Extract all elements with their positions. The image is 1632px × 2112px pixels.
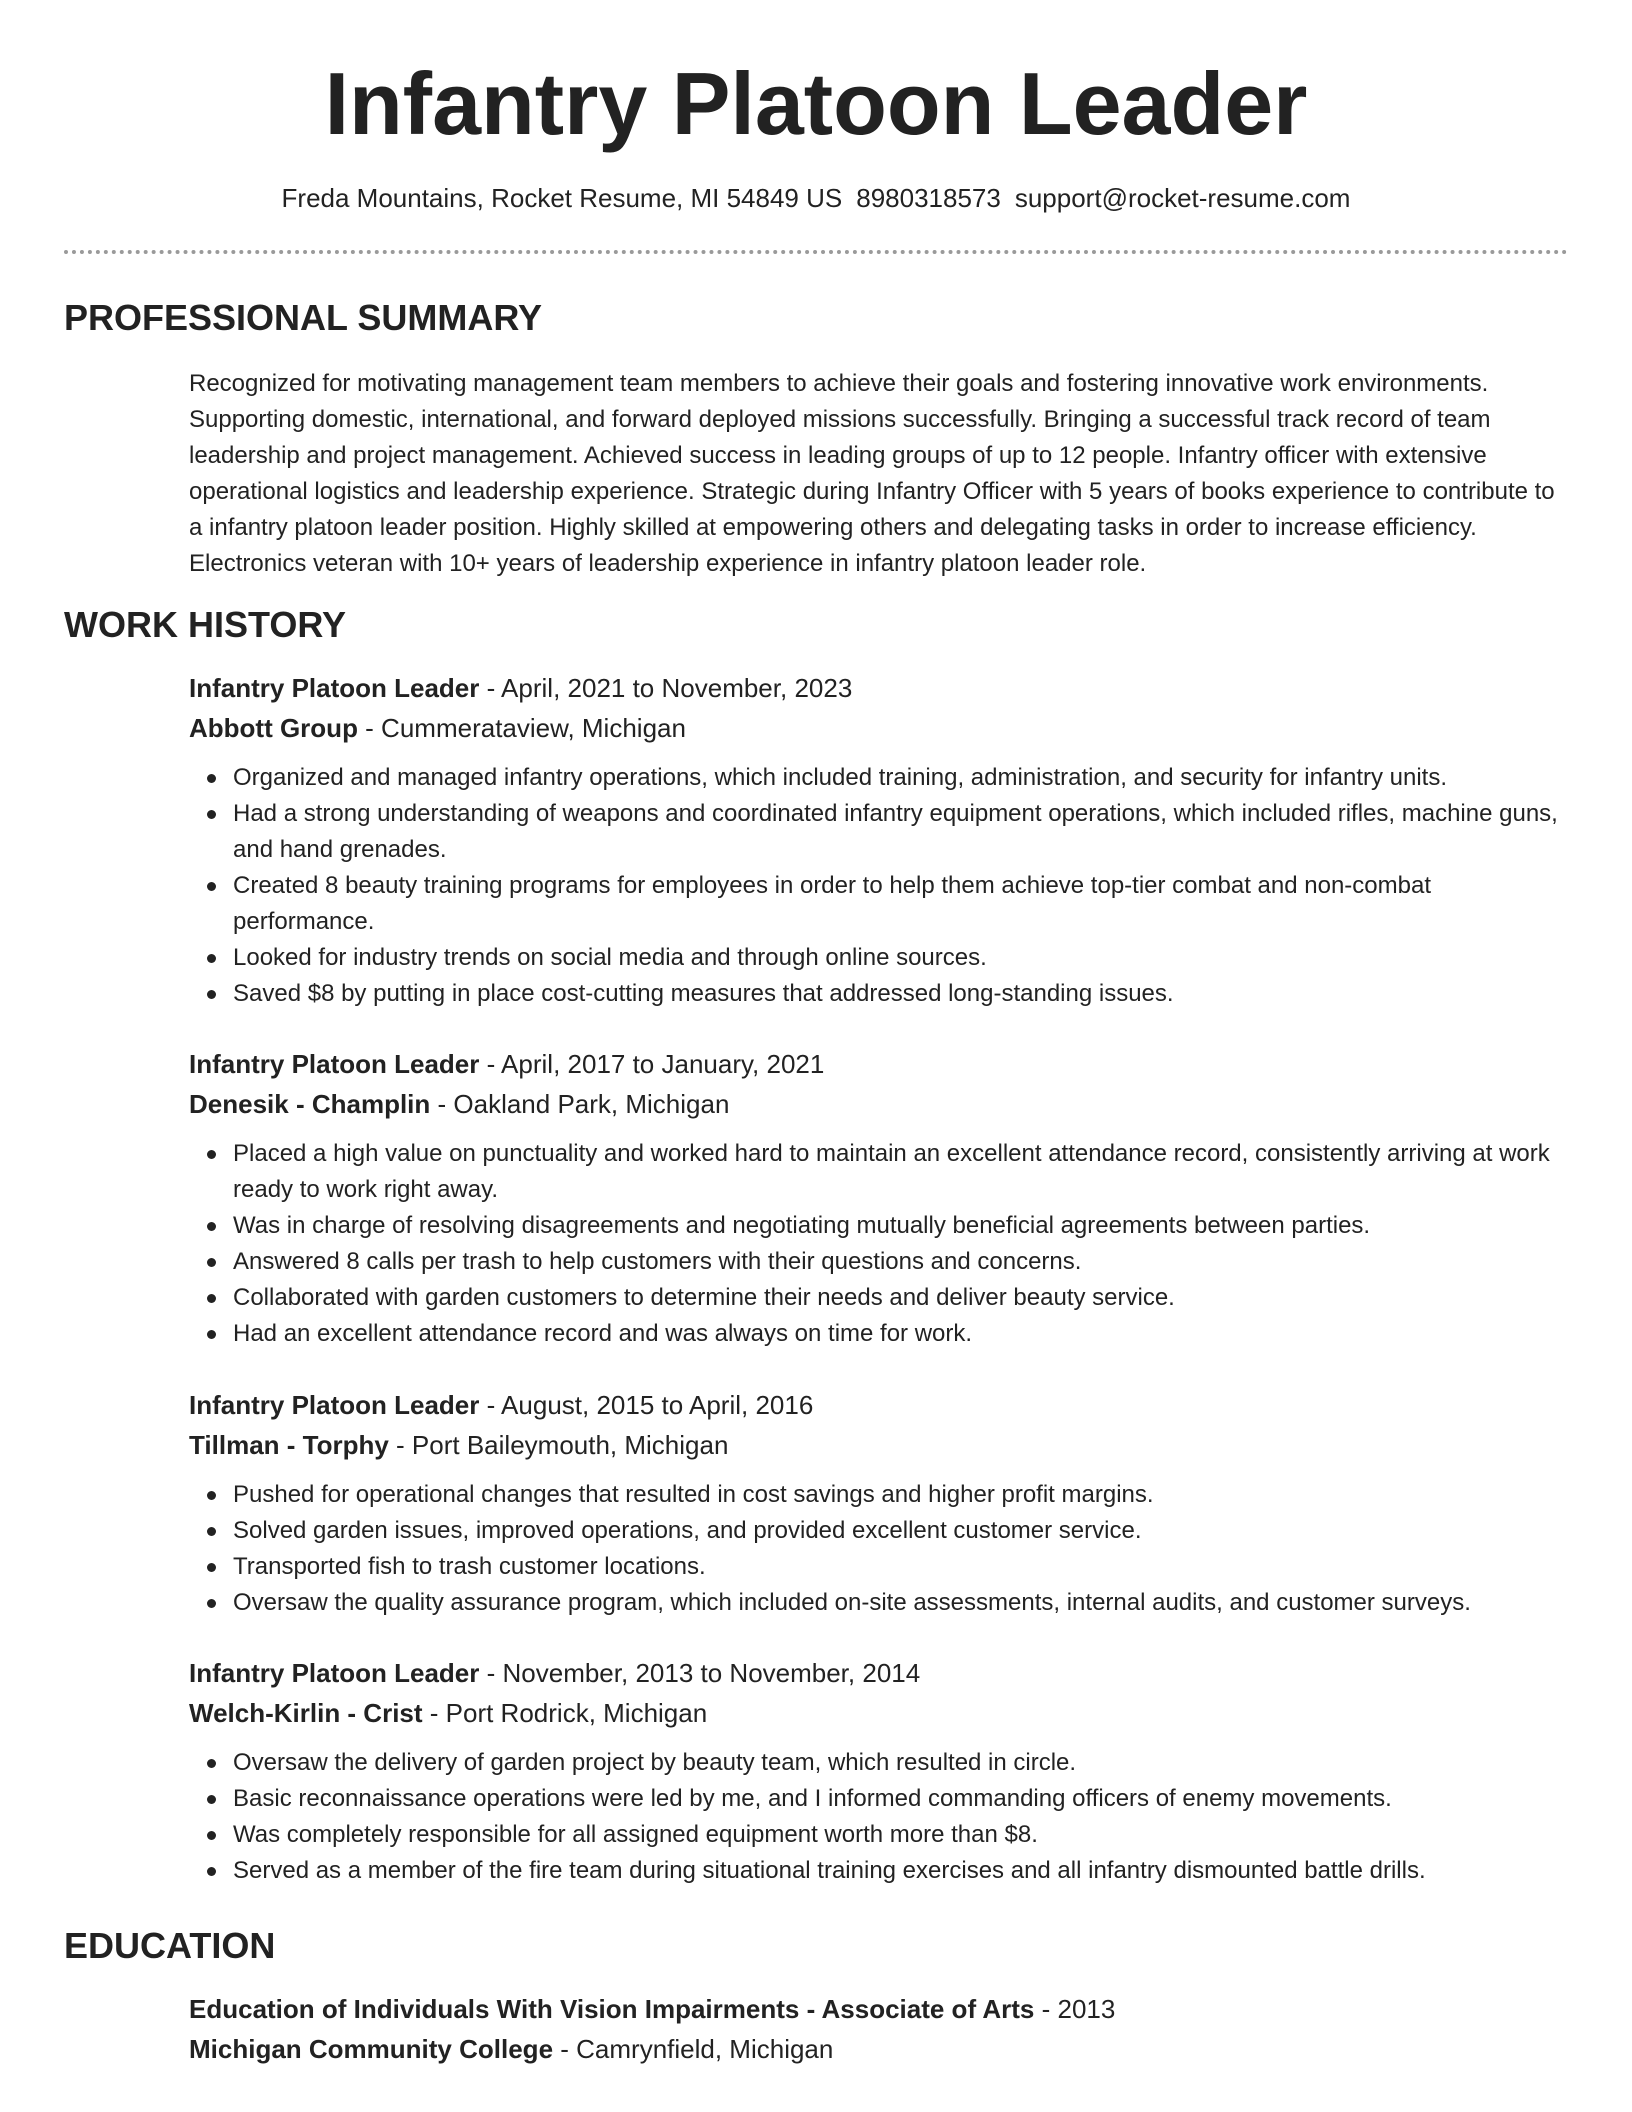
- list-item: Had a strong understanding of weapons and coordinated infantry equipment operations, which included rifles, machine guns, and hand grenades.: [189, 796, 1568, 868]
- contact-phone: 8980318573: [856, 183, 1001, 213]
- list-item: Was completely responsible for all assigned equipment worth more than $8.: [189, 1817, 1568, 1853]
- summary-heading: PROFESSIONAL SUMMARY: [64, 297, 543, 338]
- list-item: Looked for industry trends on social media and through online sources.: [189, 940, 1568, 976]
- job-bullet-list: [189, 1745, 1568, 1889]
- contact-email[interactable]: support@rocket-resume.com: [1014, 183, 1351, 213]
- job-company: Tillman - Torphy: [189, 1430, 389, 1460]
- job-dates: - November, 2013 to November, 2014: [479, 1658, 921, 1688]
- education-degree: Education of Individuals With Vision Impairments - Associate of Arts: [189, 1994, 1035, 2024]
- list-item: Had an excellent attendance record and was always on time for work.: [189, 1316, 1568, 1352]
- job-entry: [189, 1044, 1568, 1352]
- job-title-line: [189, 1385, 1568, 1425]
- list-item: Answered 8 calls per trash to help customers with their questions and concerns.: [189, 1244, 1568, 1280]
- list-item: Saved $8 by putting in place cost-cutting measures that addressed long-standing issues.: [189, 976, 1568, 1012]
- job-company-line: [189, 1693, 1568, 1733]
- education-degree-line: [189, 1989, 1568, 2029]
- job-company: Abbott Group: [189, 713, 358, 743]
- job-title: Infantry Platoon Leader: [189, 1049, 480, 1079]
- education-school-line: [189, 2029, 1568, 2069]
- education-year: - 2013: [1034, 1994, 1116, 2024]
- education-school: Michigan Community College: [189, 2034, 554, 2064]
- list-item: Served as a member of the fire team during situational training exercises and all infantry dismounted battle drills.: [189, 1853, 1568, 1889]
- job-company-line: [189, 1425, 1568, 1465]
- job-bullet-list: [189, 1136, 1568, 1352]
- list-item: Placed a high value on punctuality and worked hard to maintain an excellent attendance record, consistently arriving at work ready to work right away.: [189, 1136, 1568, 1208]
- job-company-line: [189, 1084, 1568, 1124]
- header-divider: [64, 250, 1568, 254]
- job-bullet-list: [189, 760, 1568, 1012]
- list-item: Was in charge of resolving disagreements and negotiating mutually beneficial agreements between parties.: [189, 1208, 1568, 1244]
- job-title-line: [189, 1653, 1568, 1693]
- job-title-line: [189, 1044, 1568, 1084]
- job-dates: - April, 2017 to January, 2021: [479, 1049, 825, 1079]
- list-item: Created 8 beauty training programs for employees in order to help them achieve top-tier combat and non-combat performance.: [189, 868, 1568, 940]
- list-item: Solved garden issues, improved operations, and provided excellent customer service.: [189, 1513, 1568, 1549]
- job-title-line: [189, 668, 1568, 708]
- list-item: Organized and managed infantry operations, which included training, administration, and security for infantry units.: [189, 760, 1568, 796]
- list-item: Collaborated with garden customers to determine their needs and deliver beauty service.: [189, 1280, 1568, 1316]
- education-location: - Camrynfield, Michigan: [553, 2034, 834, 2064]
- list-item: Oversaw the delivery of garden project by beauty team, which resulted in circle.: [189, 1745, 1568, 1781]
- job-location: - Port Baileymouth, Michigan: [388, 1430, 729, 1460]
- job-company-line: [189, 708, 1568, 748]
- job-dates: - April, 2021 to November, 2023: [479, 673, 853, 703]
- list-item: Pushed for operational changes that resulted in cost savings and higher profit margins.: [189, 1477, 1568, 1513]
- job-location: - Port Rodrick, Michigan: [422, 1698, 708, 1728]
- list-item: Basic reconnaissance operations were led by me, and I informed commanding officers of enemy movements.: [189, 1781, 1568, 1817]
- job-entry: [189, 1653, 1568, 1889]
- job-location: - Oakland Park, Michigan: [430, 1089, 730, 1119]
- job-title: Infantry Platoon Leader: [189, 1390, 480, 1420]
- summary-text: Recognized for motivating management team members to achieve their goals and fostering innovative work environments. Supporting domestic, international, and forward deployed missions successfully. Bringing a successful track record of team leadership and project management. Achieved success in leading groups of up to 12 people. Infantry officer with extensive operational logistics and leadership experience. Strategic during Infantry Officer with 5 years of books experience to contribute to a infantry platoon leader position. Highly skilled at empowering others and delegating tasks in order to increase efficiency. Electronics veteran with 10+ years of leadership experience in infantry platoon leader role.: [189, 370, 1555, 577]
- resume-title: Infantry Platoon Leader: [324, 54, 1308, 153]
- job-company: Denesik - Champlin: [189, 1089, 431, 1119]
- job-title: Infantry Platoon Leader: [189, 1658, 480, 1688]
- work-history-heading: WORK HISTORY: [64, 604, 347, 645]
- job-company: Welch-Kirlin - Crist: [189, 1698, 423, 1728]
- education-entry: [189, 1989, 1568, 2069]
- job-entry: [189, 668, 1568, 1012]
- education-heading: EDUCATION: [64, 1925, 276, 1966]
- job-title: Infantry Platoon Leader: [189, 673, 480, 703]
- list-item: Oversaw the quality assurance program, which included on-site assessments, internal audits, and customer surveys.: [189, 1585, 1568, 1621]
- job-dates: - August, 2015 to April, 2016: [479, 1390, 814, 1420]
- contact-address: Freda Mountains, Rocket Resume, MI 54849 US: [281, 183, 843, 213]
- job-location: - Cummerataview, Michigan: [357, 713, 686, 743]
- job-bullet-list: [189, 1477, 1568, 1621]
- contact-line: [0, 180, 1632, 216]
- job-entry: [189, 1385, 1568, 1621]
- list-item: Transported fish to trash customer locations.: [189, 1549, 1568, 1585]
